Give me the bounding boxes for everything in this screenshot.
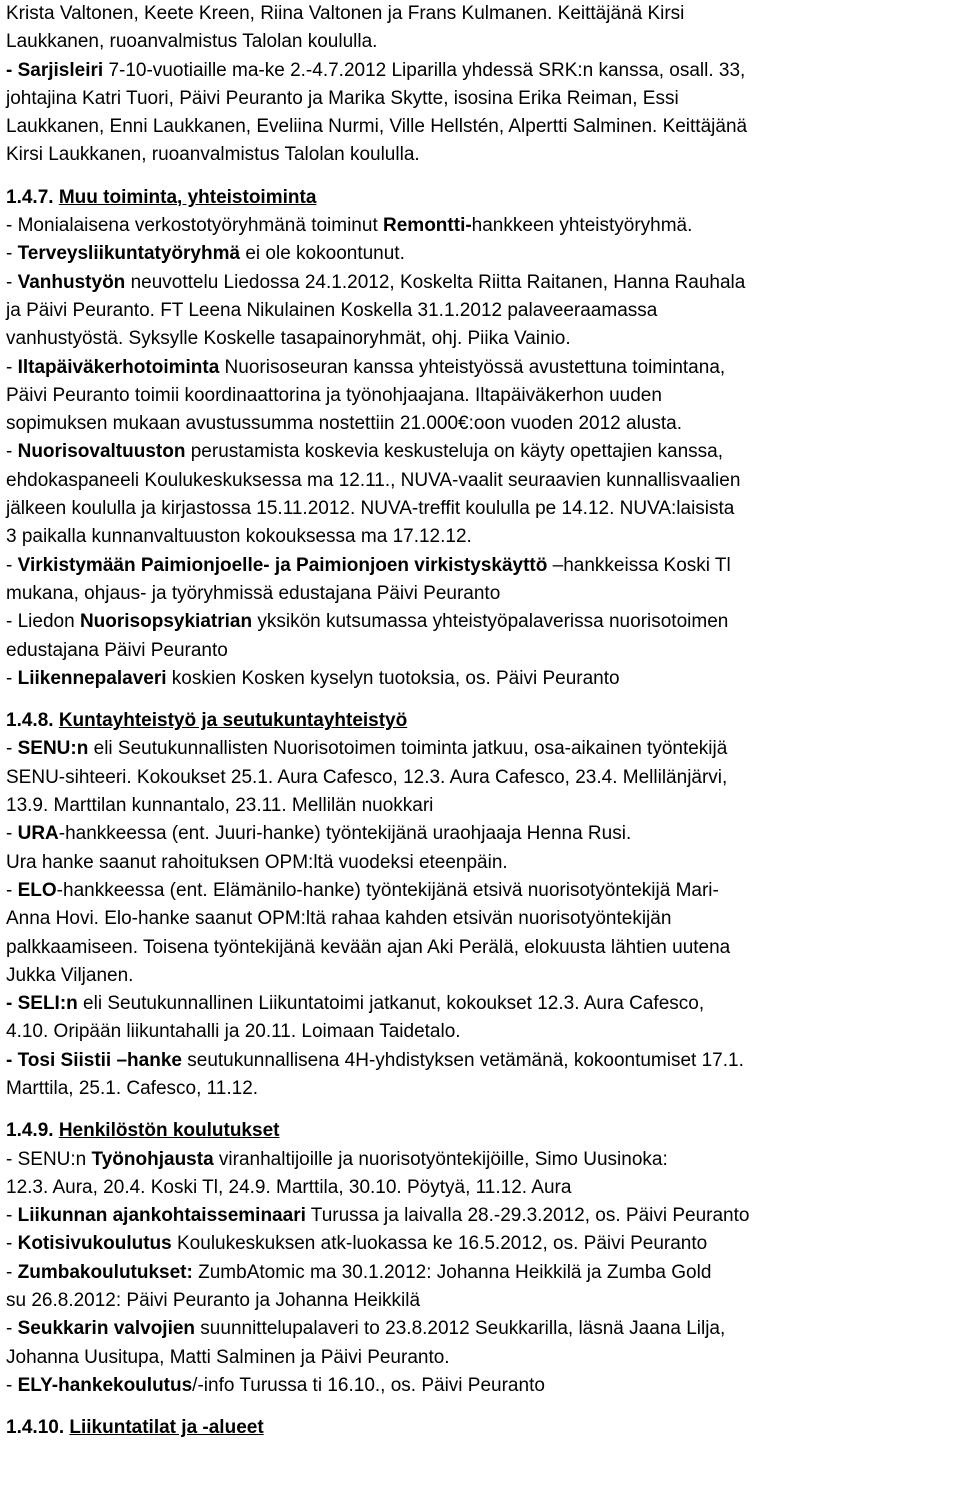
text-line: - Monialaisena verkostotyöryhmänä toiminut Remontti-hankkeen yhteistyöryhmä. (6, 215, 693, 237)
text-line: - Seukkarin valvojien suunnittelupalaveri to 23.8.2012 Seukkarilla, läsnä Jaana Lilja, (6, 1318, 726, 1340)
bold-term: - Sarjisleiri (6, 59, 104, 81)
text-line: - Tosi Siistii –hanke seutukunnallisena 4H-yhdistyksen vetämänä, kokoontumiset 17.1. (6, 1049, 744, 1071)
text-line: - SENU:n Työnohjausta viranhaltijoille ja nuorisotyöntekijöille, Simo Uusinoka: (6, 1148, 668, 1170)
text-line: Anna Hovi. Elo-hanke saanut OPM:ltä rahaa kahden etsivän nuorisotyöntekijän (6, 908, 672, 930)
text-line: Krista Valtonen, Keete Kreen, Riina Valtonen ja Frans Kulmanen. Keittäjänä Kirsi (6, 3, 685, 24)
text-line: - Liikennepalaveri koskien Kosken kyselyn tuotoksia, os. Päivi Peuranto (6, 667, 620, 689)
text-line: ja Päivi Peuranto. FT Leena Nikulainen Koskella 31.1.2012 palaveeraamassa (6, 299, 658, 321)
text-line: su 26.8.2012: Päivi Peuranto ja Johanna Heikkilä (6, 1290, 421, 1312)
section-heading-1-4-9: 1.4.9. Henkilöstön koulutukset (6, 1120, 280, 1142)
spacer (6, 1400, 950, 1414)
text-line: - Liedon Nuorisopsykiatrian yksikön kutsumassa yhteistyöpalaverissa nuorisotoimen (6, 611, 729, 633)
text-line: 4.10. Oripään liikuntahalli ja 20.11. Loimaan Taidetalo. (6, 1021, 461, 1043)
text-line: ehdokaspaneeli Koulukeskuksessa ma 12.11., NUVA-vaalit seuraavien kunnallisvaalien (6, 469, 741, 491)
text-line: - Zumbakoulutukset: ZumbAtomic ma 30.1.2012: Johanna Heikkilä ja Zumba Gold (6, 1261, 712, 1283)
text-line: 3 paikalla kunnanvaltuuston kokouksessa ma 17.12.12. (6, 526, 472, 548)
text-line: - Iltapäiväkerhotoiminta Nuorisoseuran kanssa yhteistyössä avustettuna toimintana, (6, 356, 726, 378)
text-line: - SENU:n eli Seutukunnallisten Nuorisotoimen toiminta jatkuu, osa-aikainen työntekijä (6, 738, 728, 760)
text-line: mukana, ohjaus- ja työryhmissä edustajana Päivi Peuranto (6, 582, 501, 604)
text-line: - Sarjisleiri 7-10-vuotiaille ma-ke 2.-4.7.2012 Liparilla yhdessä SRK:n kanssa, osall. 33, (6, 59, 746, 81)
text-line: Jukka Viljanen. (6, 964, 134, 986)
text-line: - Nuorisovaltuuston perustamista koskevia keskusteluja on käyty opettajien kanssa, (6, 441, 724, 463)
text-line: - Virkistymään Paimionjoelle- ja Paimionjoen virkistyskäyttö –hankkeissa Koski Tl (6, 554, 731, 576)
text-line: sopimuksen mukaan avustussumma nostettiin 21.000€:oon vuoden 2012 alusta. (6, 413, 682, 435)
text-line: jälkeen koululla ja kirjastossa 15.11.2012. NUVA-treffit koululla pe 14.12. NUVA:laisista (6, 498, 735, 520)
text-line: - Vanhustyön neuvottelu Liedossa 24.1.2012, Koskelta Riitta Raitanen, Hanna Rauhala (6, 271, 746, 293)
text-line: 12.3. Aura, 20.4. Koski Tl, 24.9. Marttila, 30.10. Pöytyä, 11.12. Aura (6, 1176, 572, 1198)
spacer (6, 693, 950, 707)
text-line: Johanna Uusitupa, Matti Salminen ja Päivi Peuranto. (6, 1346, 450, 1368)
text-line: - ELY-hankekoulutus/-info Turussa ti 16.10., os. Päivi Peuranto (6, 1374, 545, 1396)
spacer (6, 1103, 950, 1117)
text-line: Ura hanke saanut rahoituksen OPM:ltä vuodeksi eteenpäin. (6, 851, 508, 873)
text-line: SENU-sihteeri. Kokoukset 25.1. Aura Cafesco, 12.3. Aura Cafesco, 23.4. Mellilänjärvi, (6, 766, 728, 788)
text-line: - Liikunnan ajankohtaisseminaari Turussa ja laivalla 28.-29.3.2012, os. Päivi Peuranto (6, 1205, 750, 1227)
text-line: - SELI:n eli Seutukunnallinen Liikuntatoimi jatkanut, kokoukset 12.3. Aura Cafesco, (6, 993, 705, 1015)
text-line: - URA-hankkeessa (ent. Juuri-hanke) työntekijänä uraohjaaja Henna Rusi. (6, 823, 632, 845)
spacer (6, 170, 950, 184)
text-line: - Kotisivukoulutus Koulukeskuksen atk-luokassa ke 16.5.2012, os. Päivi Peuranto (6, 1233, 708, 1255)
text-line: Kirsi Laukkanen, ruoanvalmistus Talolan koululla. (6, 144, 420, 166)
section-heading-1-4-8: 1.4.8. Kuntayhteistyö ja seutukuntayhteistyö (6, 710, 408, 732)
text-line: palkkaamiseen. Toisena työntekijänä kevään ajan Aki Perälä, elokuusta lähtien uutena (6, 936, 731, 958)
text-line: Päivi Peuranto toimii koordinaattorina ja työnohjaajana. Iltapäiväkerhon uuden (6, 384, 662, 406)
section-heading-1-4-10: 1.4.10. Liikuntatilat ja -alueet (6, 1417, 264, 1439)
text-line: vanhustyöstä. Syksylle Koskelle tasapainoryhmät, ohj. Piika Vainio. (6, 328, 571, 350)
text-line: Laukkanen, ruoanvalmistus Talolan koululla. (6, 31, 378, 53)
text-line: johtajina Katri Tuori, Päivi Peuranto ja Marika Skytte, isosina Erika Reiman, Essi (6, 87, 679, 109)
text-line: Marttila, 25.1. Cafesco, 11.12. (6, 1077, 259, 1099)
section-heading-1-4-7: 1.4.7. Muu toiminta, yhteistoiminta (6, 186, 317, 208)
text-line: - Terveysliikuntatyöryhmä ei ole kokoontunut. (6, 243, 405, 265)
text-line: Laukkanen, Enni Laukkanen, Eveliina Nurmi, Ville Hellstén, Alpertti Salminen. Keittäjänä (6, 116, 748, 138)
text-line: edustajana Päivi Peuranto (6, 639, 228, 661)
text-line: 13.9. Marttilan kunnantalo, 23.11. Mellilän nuokkari (6, 795, 434, 817)
text-line: - ELO-hankkeessa (ent. Elämänilo-hanke) työntekijänä etsivä nuorisotyöntekijä Mari- (6, 879, 719, 901)
